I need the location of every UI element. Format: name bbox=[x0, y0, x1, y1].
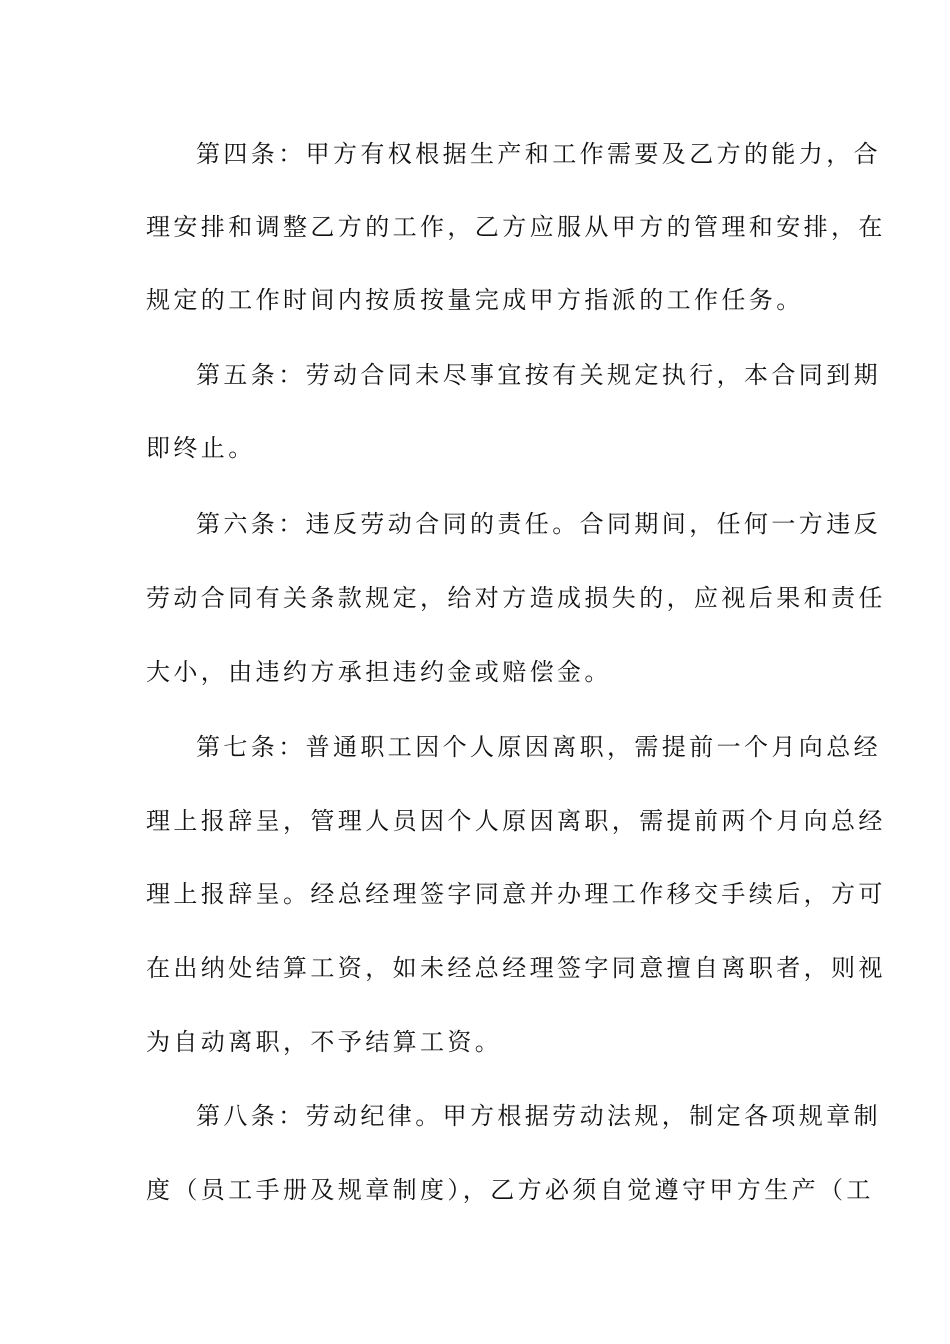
article-5-line-2: 即终止。 bbox=[146, 434, 256, 462]
article-4-line-3: 规定的工作时间内按质按量完成甲方指派的工作任务。 bbox=[146, 286, 804, 314]
article-5-line-1: 第五条：劳动合同未尽事宜按有关规定执行，本合同到期 bbox=[196, 361, 881, 389]
article-7-line-2: 理上报辞呈，管理人员因个人原因离职，需提前两个月向总经 bbox=[146, 807, 886, 835]
article-6-line-3: 大小，由违约方承担违约金或赔偿金。 bbox=[146, 658, 612, 686]
article-6-line-1: 第六条：违反劳动合同的责任。合同期间，任何一方违反 bbox=[196, 510, 881, 538]
article-7-line-4: 在出纳处结算工资，如未经总经理签字同意擅自离职者，则视 bbox=[146, 954, 886, 982]
article-4-line-1: 第四条：甲方有权根据生产和工作需要及乙方的能力，合 bbox=[196, 140, 881, 168]
article-8-line-2: 度（员工手册及规章制度），乙方必须自觉遵守甲方生产（工 bbox=[146, 1176, 874, 1204]
article-7-line-3: 理上报辞呈。经总经理签字同意并办理工作移交手续后，方可 bbox=[146, 880, 886, 908]
article-7-line-5: 为自动离职，不予结算工资。 bbox=[146, 1028, 503, 1056]
article-7-line-1: 第七条：普通职工因个人原因离职，需提前一个月向总经 bbox=[196, 733, 881, 761]
article-4-line-2: 理安排和调整乙方的工作，乙方应服从甲方的管理和安排，在 bbox=[146, 213, 886, 241]
article-8-line-1: 第八条：劳动纪律。甲方根据劳动法规，制定各项规章制 bbox=[196, 1102, 881, 1130]
article-6-line-2: 劳动合同有关条款规定，给对方造成损失的，应视后果和责任 bbox=[146, 584, 886, 612]
